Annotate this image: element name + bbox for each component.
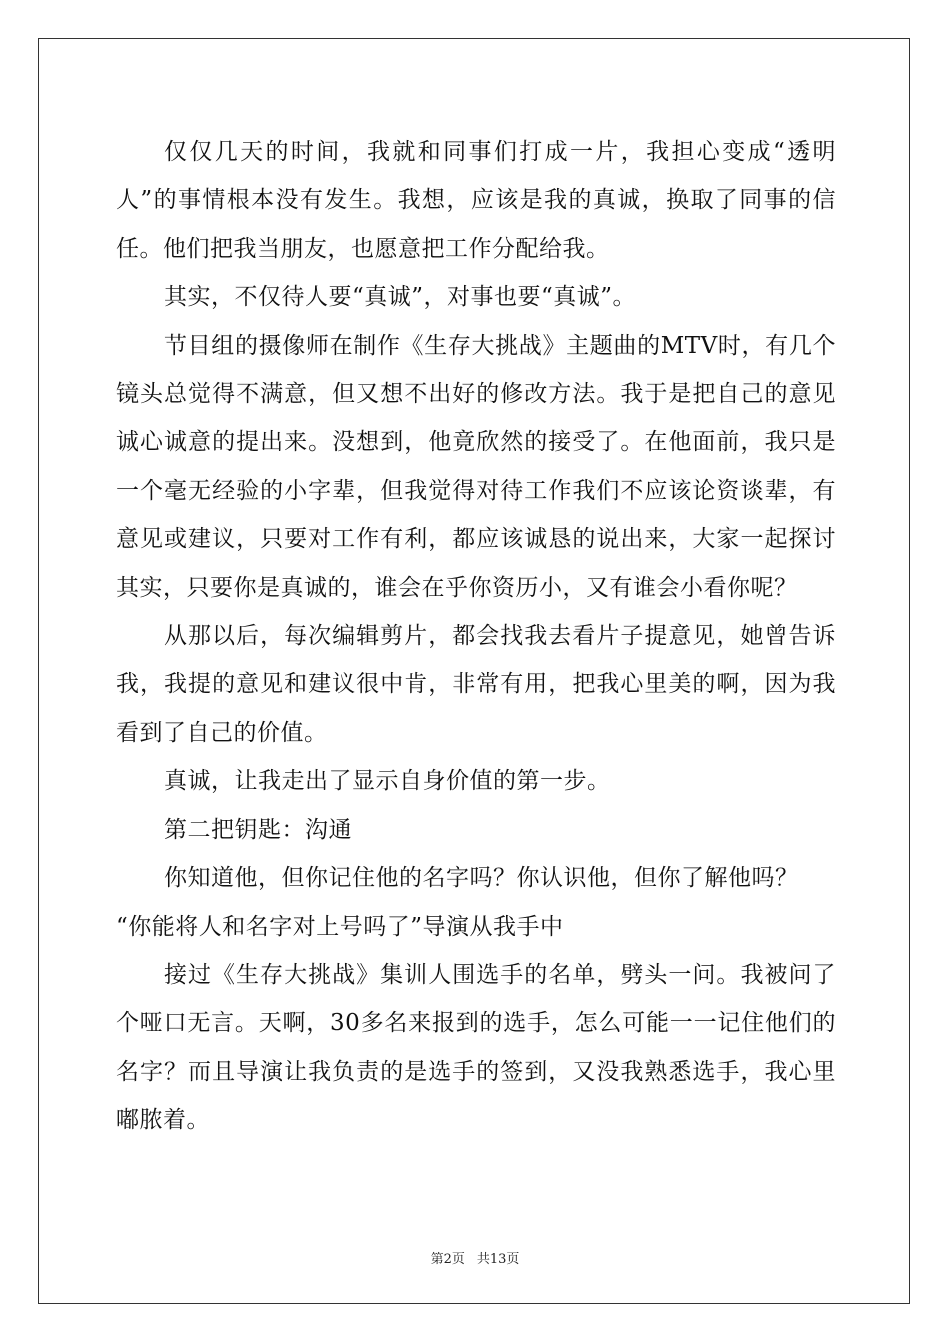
page-footer <box>0 1248 950 1267</box>
paragraph: 节目组的摄像师在制作《生存大挑战》主题曲的MTV时，有几个镜头总觉得不满意，但又想不出好的修改方法。我于是把自己的意见诚心诚意的提出来。没想到，他竟欣然的接受了。在他面前，我只是一个毫无经验的小字辈，但我觉得对待工作我们不应该论资谈辈，有意见或建议，只要对工作有利，都应该诚恳的说出来，大家一起探讨其实，只要你是真诚的，谁会在乎你资历小，又有谁会小看你呢？ <box>116 332 836 601</box>
page-number: 第2页 <box>430 1252 465 1267</box>
paragraph: 仅仅几天的时间，我就和同事们打成一片，我担心变成“透明人”的事情根本没有发生。我想，应该是我的真诚，换取了同事的信任。他们把我当朋友，也愿意把工作分配给我。 <box>116 139 836 262</box>
document-body <box>116 128 836 1145</box>
section-heading: 第二把钥匙：沟通 <box>164 816 352 843</box>
paragraph: “你能将人和名字对上号吗了”导演从我手中 <box>116 913 564 940</box>
paragraph: 从那以后，每次编辑剪片，都会找我去看片子提意见，她曾告诉我，我提的意见和建议很中肯，非常有用，把我心里美的啊，因为我看到了自己的价值。 <box>116 623 836 746</box>
paragraph: 其实，不仅待人要“真诚”，对事也要“真诚”。 <box>164 284 637 311</box>
page-total: 共13页 <box>476 1252 520 1267</box>
paragraph: 你知道他，但你记住他的名字吗？你认识他，但你了解他吗？ <box>164 865 799 892</box>
paragraph: 接过《生存大挑战》集训人围选手的名单，劈头一问。我被问了个哑口无言。天啊，30多名来报到的选手，怎么可能一一记住他们的名字？而且导演让我负责的是选手的签到，又没我熟悉选手，我心里嘟脓着。 <box>116 961 836 1134</box>
paragraph: 真诚，让我走出了显示自身价值的第一步。 <box>164 768 611 795</box>
